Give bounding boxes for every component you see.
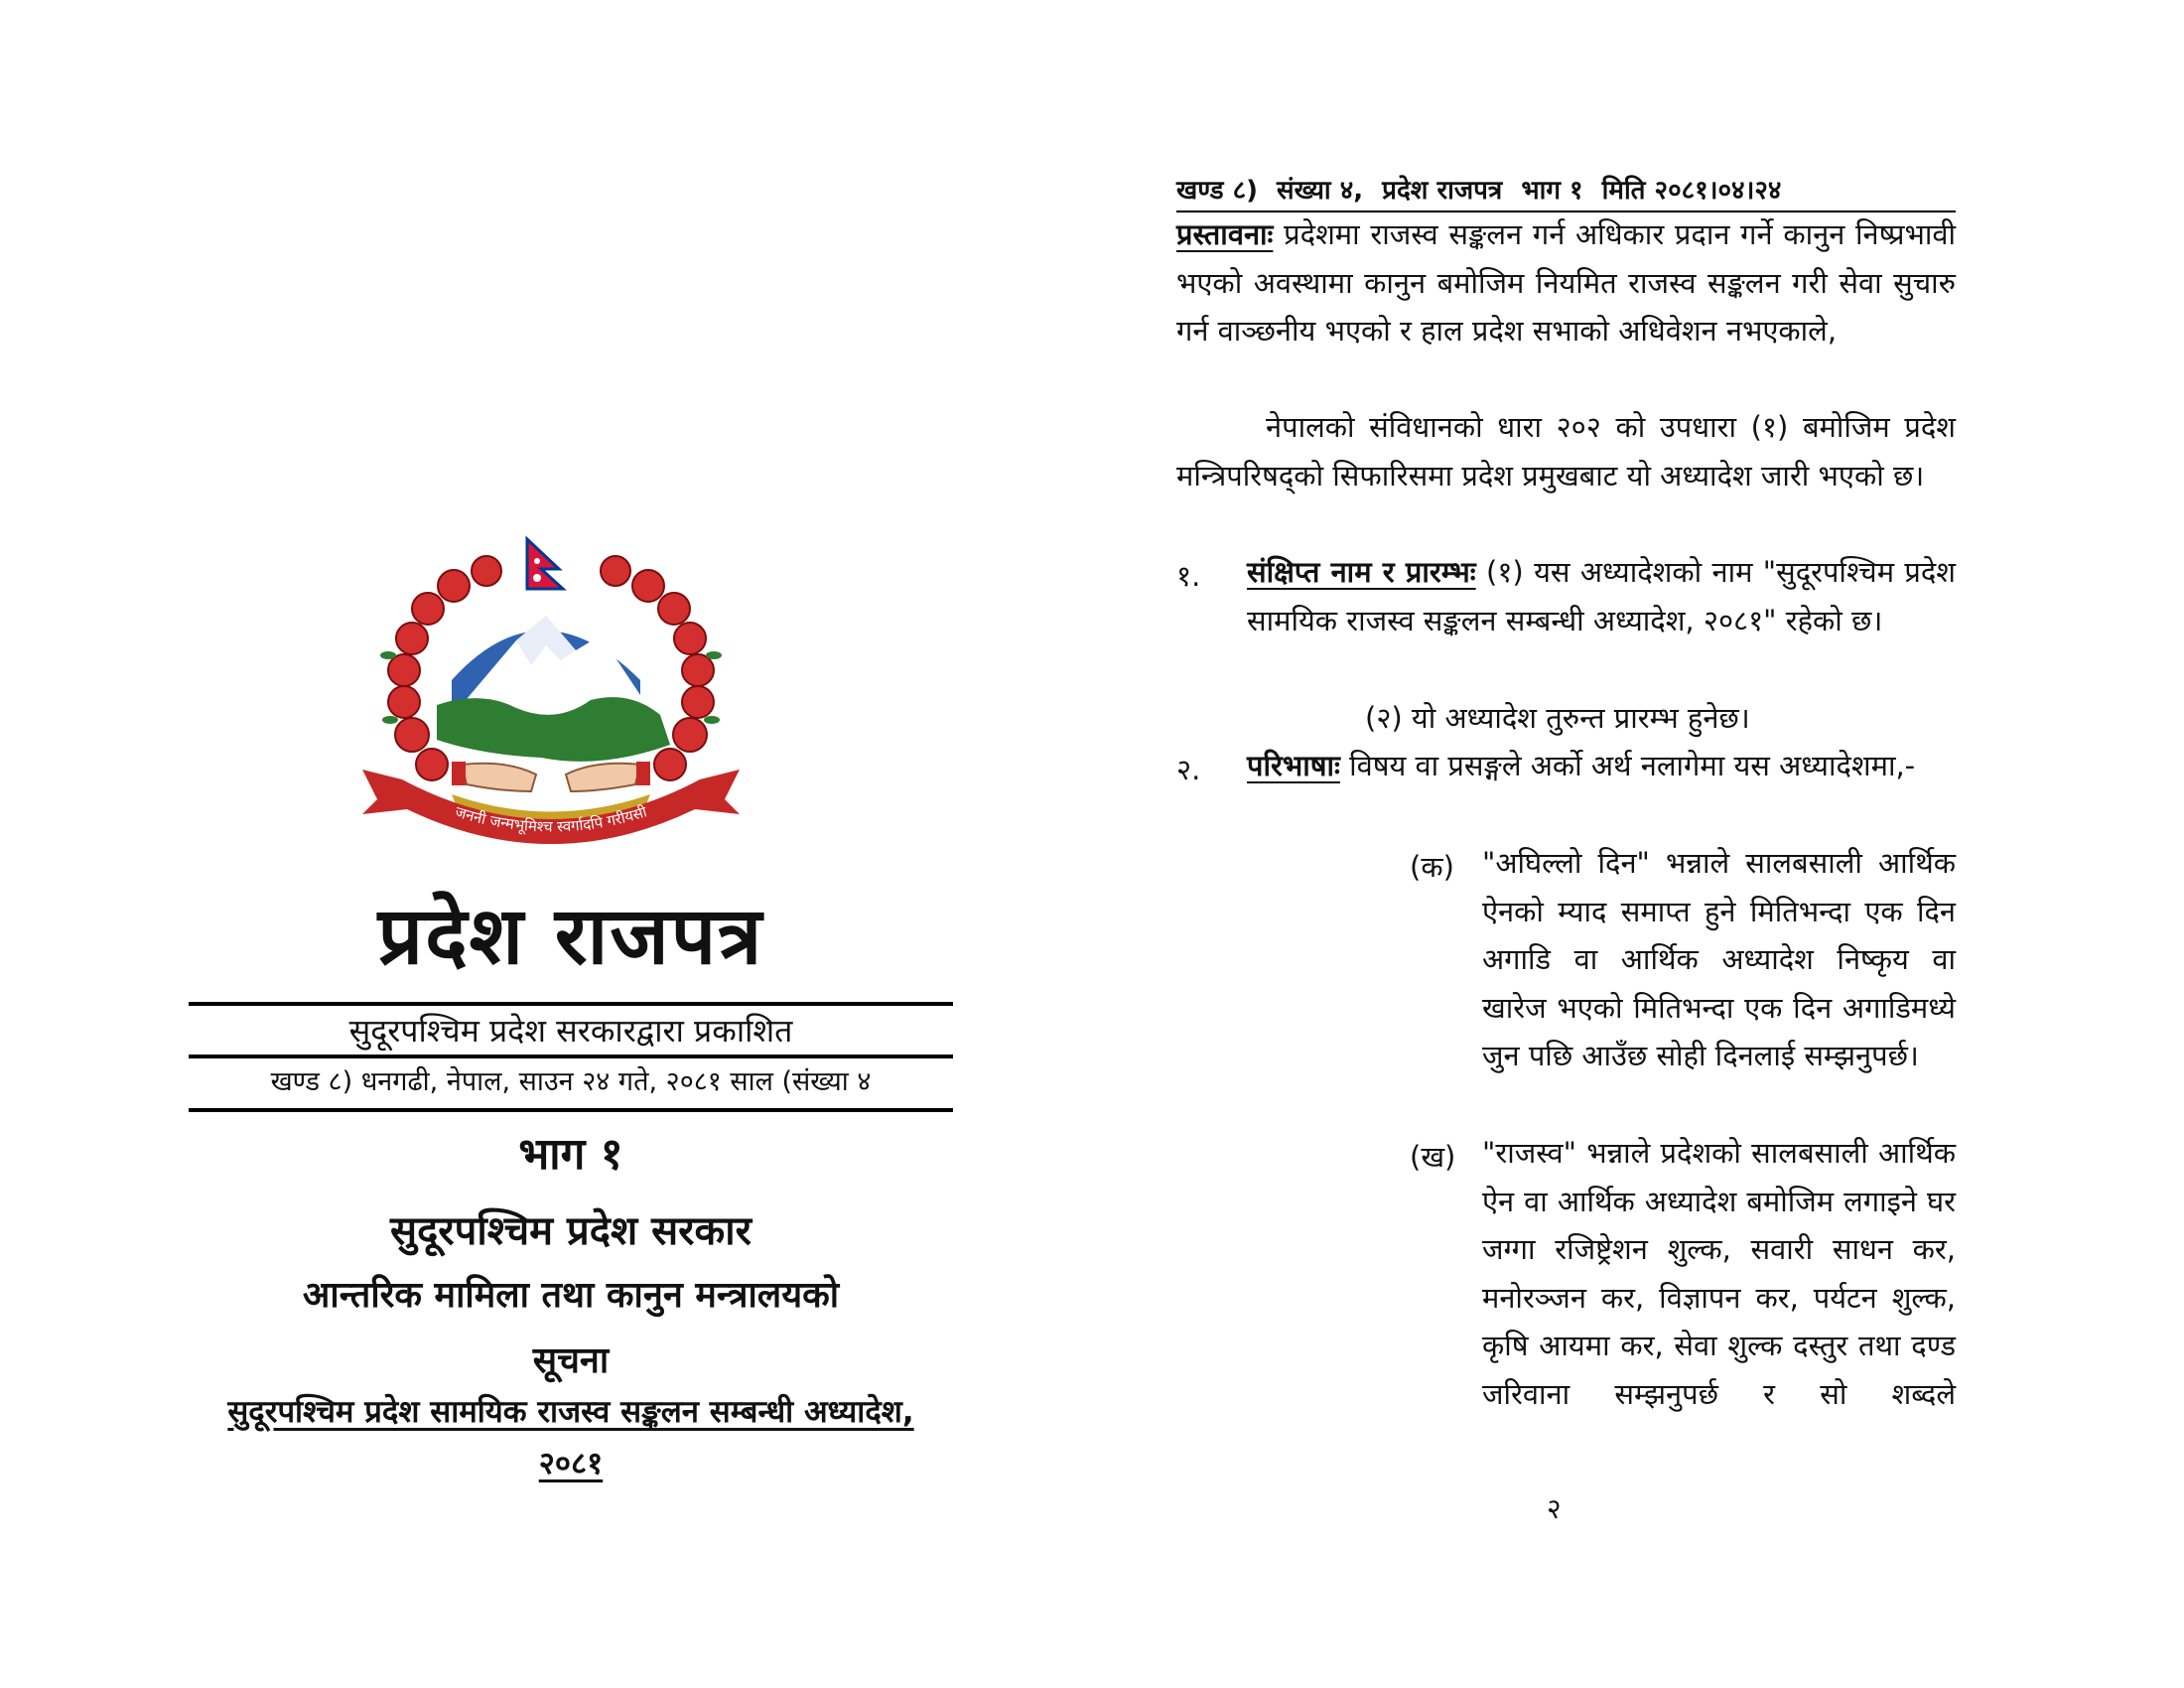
divider (189, 1002, 953, 1006)
divider (189, 1055, 953, 1058)
clause-label: (क) (1410, 850, 1454, 884)
header-part: भाग १ (1521, 176, 1583, 206)
ordinance-title (189, 1390, 953, 1432)
enactment-clause: नेपालको संविधानको धारा २०२ को उपधारा (१) बमोजिम प्रदेश मन्त्रिपरिषद्को सिफारिसमा प्रदेश प्रमुखबाट यो अध्यादेश जारी भएको छ। (1176, 410, 1956, 492)
header-gazette: प्रदेश राजपत्र (1382, 176, 1503, 206)
running-header (1176, 171, 1956, 212)
clause-label: (ख) (1410, 1140, 1456, 1174)
gazette-masthead: प्रदेश राजपत्र (377, 889, 764, 982)
issue-line: खण्ड ८) धनगढी, नेपाल, साउन २४ गते, २०८१ साल (संख्या ४ (270, 1066, 872, 1097)
ordinance-year (189, 1442, 953, 1483)
section-number: १. (1176, 559, 1201, 593)
part-heading: भाग १ (518, 1129, 623, 1180)
section-2-heading: परिभाषाः (1247, 749, 1340, 782)
section-1-heading: संक्षिप्त नाम र प्रारम्भः (1247, 555, 1476, 589)
notice-heading: सूचना (532, 1340, 610, 1381)
section-2 (1247, 742, 1956, 790)
section-1-text: (१) यस अध्यादेशको नाम "सुदूरपश्चिम प्रदेश सामयिक राजस्व सङ्कलन सम्बन्धी अध्यादेश, २०८१" रहेको छ। (1247, 555, 1956, 637)
preamble-label: प्रस्तावनाः (1176, 217, 1274, 251)
header-date: मिति २०८१।०४।२४ (1601, 176, 1782, 206)
flag-icon (527, 539, 563, 589)
header-number: संख्या ४, (1277, 176, 1364, 206)
government-name: सुदूरपश्चिम प्रदेश सरकार (390, 1208, 751, 1254)
ordinance-title-text: सुदूरपश्चिम प्रदेश सामयिक राजस्व सङ्कलन सम्बन्धी अध्यादेश, (227, 1394, 914, 1430)
section-number: २. (1176, 753, 1201, 786)
section-2-text: विषय वा प्रसङ्गले अर्को अर्थ नलागेमा यस अध्यादेशमा,- (1349, 749, 1916, 782)
handshake-icon (452, 762, 650, 791)
clause-kha: "राजस्व" भन्नाले प्रदेशको सालबसाली आर्थिक ऐन वा आर्थिक अध्यादेश बमोजिम लगाइने घर जग्गा रजिष्ट्रेशन शुल्क, सवारी साधन कर, मनोरञ्जन कर, विज्ञापन कर, पर्यटन शुल्क, कृषि आयमा कर, सेवा शुल्क दस्तुर तथा दण्ड जरिवाना सम्झनुपर्छ र सो शब्दले (1482, 1136, 1956, 1411)
clause-ka: "अघिल्लो दिन" भन्नाले सालबसाली आर्थिक ऐनको म्याद समाप्त हुने मितिभन्दा एक दिन अगाडि वा आर्थिक अध्यादेश निष्कृय वा खारेज भएको मितिभन्दा एक दिन अगाडिमध्ये जुन पछि आउँछ सोही दिनलाई सम्झनुपर्छ। (1482, 846, 1956, 1072)
ministry-name: आन्तरिक मामिला तथा कानुन मन्त्रालयको (302, 1275, 840, 1316)
preamble-text: प्रदेशमा राजस्व सङ्कलन गर्न अधिकार प्रदान गर्ने कानुन निष्प्रभावी भएको अवस्थामा कानुन बमोजिम नियमित राजस्व सङ्कलन गरी सेवा सुचारु गर्न वाञ्छनीय भएको र हाल प्रदेश सभाको अधिवेशन नभएकाले, (1176, 217, 1957, 348)
ordinance-year-text: २०८१ (538, 1446, 604, 1481)
header-volume: खण्ड ८) (1176, 176, 1258, 206)
publisher-line: सुदूरपश्चिम प्रदेश सरकारद्वारा प्रकाशित (348, 1012, 793, 1050)
divider (189, 1108, 953, 1112)
nepal-emblem (342, 531, 759, 859)
preamble (1176, 211, 1956, 355)
emblem-motto: जननी जन्मभूमिश्च स्वर्गादपि गरीयसी (453, 802, 649, 836)
section-1 (1247, 548, 1956, 644)
section-1-subsection-2: (२) यो अध्यादेश तुरुन्त प्रारम्भ हुनेछ। (1365, 701, 1750, 735)
page-number: २ (1547, 1492, 1562, 1525)
